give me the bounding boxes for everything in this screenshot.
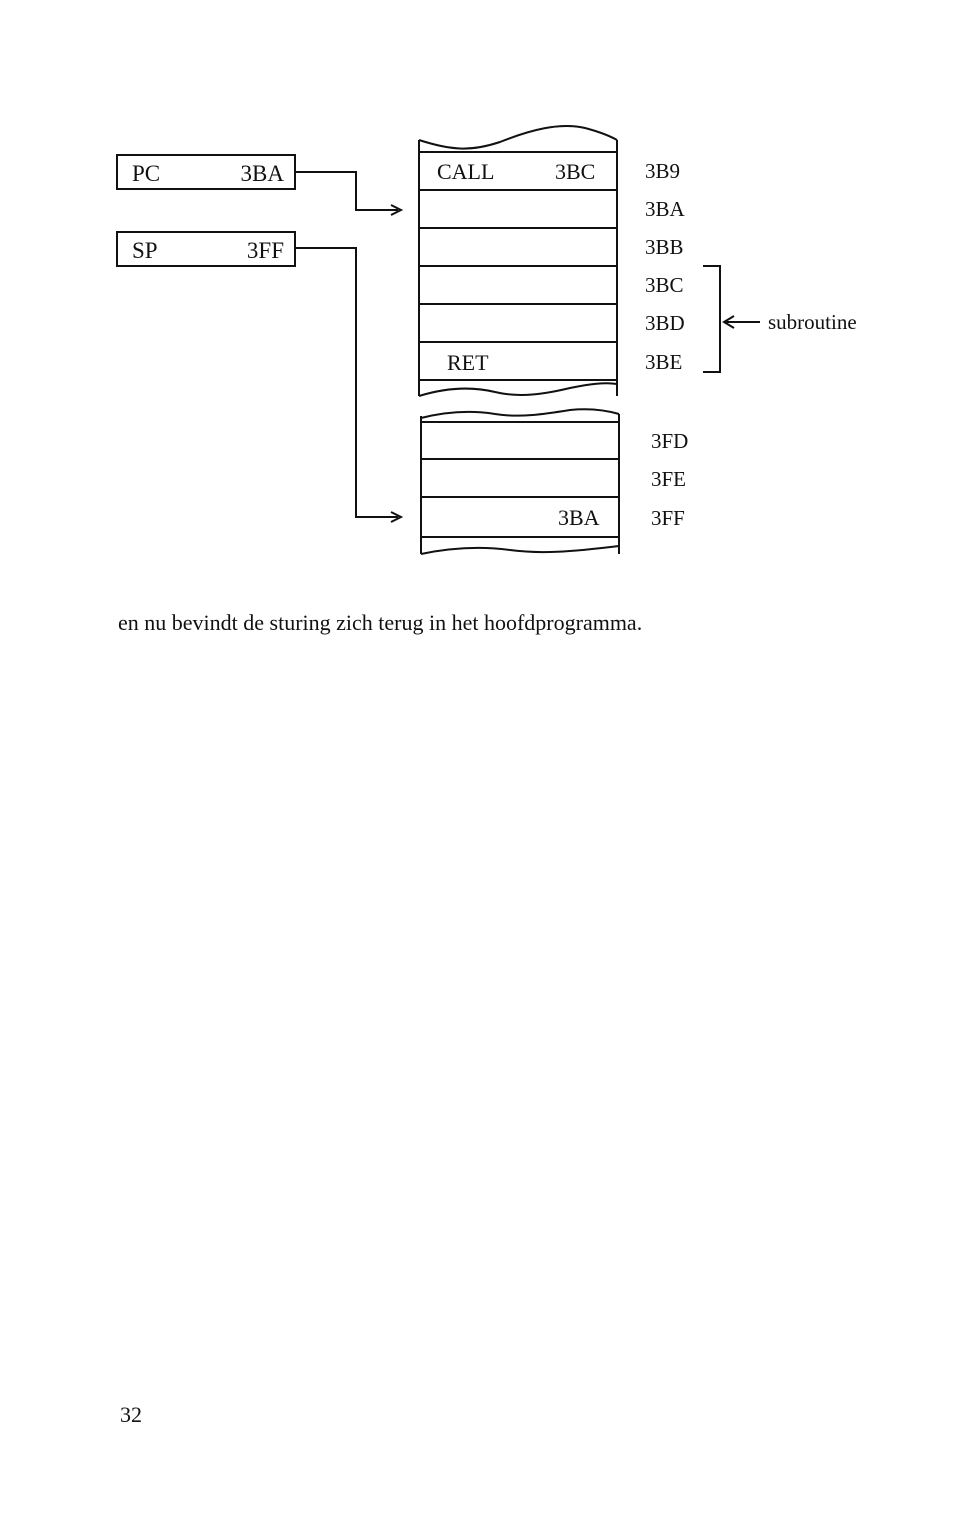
memory-cell-instruction: CALL xyxy=(437,159,495,184)
pc-register-value: 3BA xyxy=(240,161,284,186)
body-paragraph: en nu bevindt de sturing zich terug in het hoofdprogramma. xyxy=(118,610,643,635)
stack-cell-value: 3BA xyxy=(558,505,600,530)
lower-torn-top-edge xyxy=(421,409,619,418)
lower-torn-bottom-edge xyxy=(421,546,619,554)
upper-torn-top-edge xyxy=(419,126,617,149)
memory-address: 3BB xyxy=(645,235,684,259)
memory-address: 3BA xyxy=(645,197,685,221)
memory-address: 3BE xyxy=(645,350,683,374)
memory-cell-instruction: RET xyxy=(447,350,489,375)
memory-address: 3FF xyxy=(651,506,685,530)
lower-memory-block xyxy=(421,409,619,554)
sp-register-value: 3FF xyxy=(246,238,284,263)
pc-register xyxy=(116,154,296,190)
sp-pointer-arrow xyxy=(296,248,401,522)
memory-address: 3FE xyxy=(651,467,687,491)
memory-address: 3BD xyxy=(645,311,685,335)
pc-pointer-arrow xyxy=(296,172,401,215)
page-number: 32 xyxy=(120,1402,142,1427)
memory-address: 3BC xyxy=(645,273,684,297)
memory-cell-operand: 3BC xyxy=(555,159,596,184)
subroutine-label: subroutine xyxy=(768,310,857,334)
sp-register-name: SP xyxy=(132,238,158,263)
pc-register-name: PC xyxy=(132,161,161,186)
memory-address: 3B9 xyxy=(645,159,681,183)
upper-torn-bottom-edge xyxy=(419,383,617,396)
memory-address: 3FD xyxy=(651,429,689,453)
subroutine-bracket xyxy=(703,266,760,372)
sp-register xyxy=(116,231,296,267)
